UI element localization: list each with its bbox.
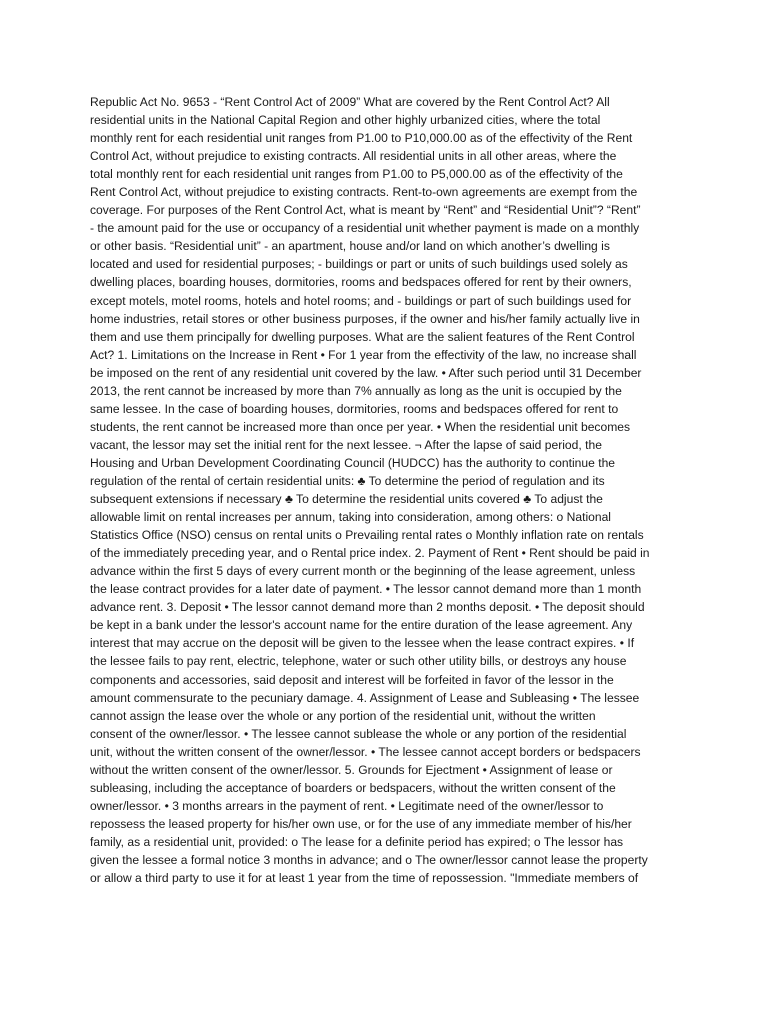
text-line: Statistics Office (NSO) census on rental units o Prevailing rental rates o Monthly inflation rate on rentals [90, 528, 644, 543]
text-line: or allow a third party to use it for at least 1 year from the time of repossession. "Immediate members of [90, 871, 639, 886]
text-line: coverage. For purposes of the Rent Control Act, what is meant by “Rent” and “Residential Unit”? “Rent” [90, 203, 641, 218]
document-body-text [90, 93, 680, 887]
text-line: vacant, the lessor may set the initial rent for the next lessee. ¬ After the lapse of said period, the [90, 437, 602, 452]
text-line: repossess the leased property for his/her own use, or for the use of any immediate member of his/her [90, 816, 632, 831]
text-line: interest that may accrue on the deposit will be given to the lessee when the lease contract expires. • If [90, 636, 635, 651]
text-line: consent of the owner/lessor. • The lessee cannot sublease the whole or any portion of the residential [90, 726, 627, 741]
text-line: except motels, motel rooms, hotels and hotel rooms; and - buildings or part of such buildings used for [90, 293, 632, 308]
text-line: home industries, retail stores or other business purposes, if the owner and his/her family actually live in [90, 311, 640, 326]
text-line: given the lessee a formal notice 3 months in advance; and o The owner/lessor cannot lease the property [90, 852, 648, 867]
text-line: 2013, the rent cannot be increased by more than 7% annually as long as the unit is occupied by the [90, 383, 622, 398]
text-line: students, the rent cannot be increased more than once per year. • When the residential unit becomes [90, 419, 631, 434]
text-line: residential units in the National Capital Region and other highly urbanized cities, where the total [90, 113, 601, 128]
text-line: subleasing, including the acceptance of boarders or bedspacers, without the written consent of the [90, 780, 616, 795]
text-line: them and use them principally for dwelling purposes. What are the salient features of the Rent Control [90, 329, 635, 344]
text-line: total monthly rent for each residential unit ranges from P1.00 to P5,000.00 as of the effectivity of the [90, 167, 623, 182]
text-line: regulation of the rental of certain residential units: ♣ To determine the period of regulation and its [90, 473, 605, 488]
text-line: located and used for residential purposes; - buildings or part or units of such buildings used solely as [90, 257, 628, 272]
text-line: components and accessories, said deposit and interest will be forfeited in favor of the lessor in the [90, 672, 614, 687]
text-line: unit, without the written consent of the owner/lessor. • The lessee cannot accept borders or bedspacers [90, 744, 641, 759]
text-line: Control Act, without prejudice to existing contracts. All residential units in all other areas, where the [90, 149, 617, 164]
text-line: subsequent extensions if necessary ♣ To determine the residential units covered ♣ To adjust the [90, 492, 603, 507]
text-line: advance rent. 3. Deposit • The lessor cannot demand more than 2 months deposit. • The deposit should [90, 600, 645, 615]
text-line: dwelling places, boarding houses, dormitories, rooms and bedspaces offered for rent by their owners, [90, 275, 632, 290]
text-line: be imposed on the rent of any residential unit covered by the law. • After such period until 31 December [90, 365, 642, 380]
text-line: owner/lessor. • 3 months arrears in the payment of rent. • Legitimate need of the owner/lessor to [90, 798, 604, 813]
text-line: family, as a residential unit, provided: o The lease for a definite period has expired; o The lessor has [90, 834, 624, 849]
text-line: cannot assign the lease over the whole or any portion of the residential unit, without the written [90, 708, 596, 723]
text-line: the lease contract provides for a later date of payment. • The lessor cannot demand more than 1 month [90, 582, 642, 597]
text-line: of the immediately preceding year, and o Rental price index. 2. Payment of Rent • Rent should be paid in [90, 546, 650, 561]
text-line: or other basis. “Residential unit” - an apartment, house and/or land on which another’s dwelling is [90, 239, 610, 254]
text-line: monthly rent for each residential unit ranges from P1.00 to P10,000.00 as of the effectivity of the Rent [90, 131, 633, 146]
text-line: Act? 1. Limitations on the Increase in Rent • For 1 year from the effectivity of the law, no increase shall [90, 347, 637, 362]
text-line: Republic Act No. 9653 - “Rent Control Act of 2009” What are covered by the Rent Control Act? All [90, 95, 610, 109]
text-line: advance within the first 5 days of every current month or the beginning of the lease agreement, unless [90, 564, 636, 579]
text-line: without the written consent of the owner/lessor. 5. Grounds for Ejectment • Assignment of lease or [90, 762, 613, 777]
text-line: Housing and Urban Development Coordinating Council (HUDCC) has the authority to continue the [90, 455, 616, 470]
text-line: amount commensurate to the pecuniary damage. 4. Assignment of Lease and Subleasing • The lessee [90, 690, 640, 705]
text-line: Rent Control Act, without prejudice to existing contracts. Rent-to-own agreements are exempt from the [90, 185, 638, 200]
text-line: same lessee. In the case of boarding houses, dormitories, rooms and bedspaces offered for rent to [90, 401, 619, 416]
text-line: be kept in a bank under the lessor's account name for the entire duration of the lease agreement. Any [90, 618, 633, 633]
text-line: allowable limit on rental increases per annum, taking into consideration, among others: o National [90, 510, 611, 525]
text-line: - the amount paid for the use or occupancy of a residential unit whether payment is made on a monthly [90, 221, 640, 236]
text-line: the lessee fails to pay rent, electric, telephone, water or such other utility bills, or destroys any house [90, 654, 627, 669]
